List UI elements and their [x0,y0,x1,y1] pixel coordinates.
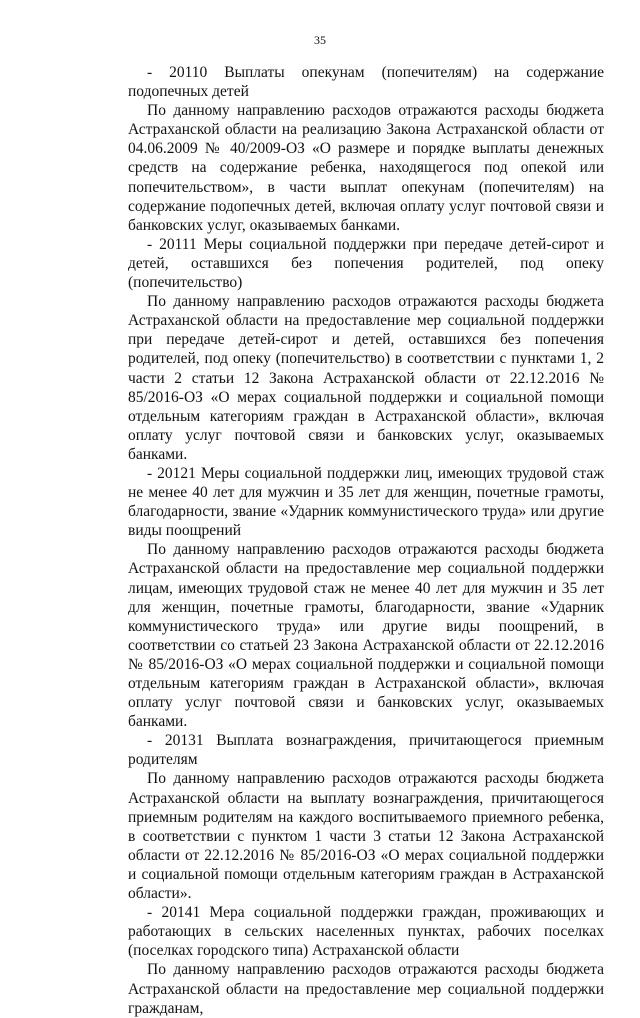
paragraph-description-20141: По данному направлению расходов отражаются расходы бюджета Астраханской области на предоставление мер социальной поддержки гражданам, [128,961,604,1017]
paragraph-description-20131: По данному направлению расходов отражаются расходы бюджета Астраханской области на выплату вознаграждения, причитающегося приемным родителям на каждого воспитываемого приемного ребенка, в соответствии с пунктом 1 части 3 статьи 12 Закона Астраханской области от 22.12.2016 № 85/2016-ОЗ «О мерах социальной поддержки и социальной помощи отдельным категориям граждан в Астраханской области». [128,770,604,903]
paragraph-code-20121: - 20121 Меры социальной поддержки лиц, имеющих трудовой стаж не менее 40 лет для мужчин и 35 лет для женщин, почетные грамоты, благодарности, звание «Ударник коммунистического труда» или другие виды поощрений [128,464,604,540]
paragraph-code-20111: - 20111 Меры социальной поддержки при передаче детей-сирот и детей, оставшихся без попечения родителей, под опеку (попечительство) [128,235,604,292]
paragraph-description-20111: По данному направлению расходов отражаются расходы бюджета Астраханской области на предоставление мер социальной поддержки при передаче детей-сирот и детей, оставшихся без попечения родителей, под опеку (попечительство) в соответствии с пунктами 1, 2 части 2 статьи 12 Закона Астраханской области от 22.12.2016 № 85/2016-ОЗ «О мерах социальной поддержки и социальной помощи отдельным категориям граждан в Астраханской области», включая оплату услуг почтовой связи и банковских услуг, оказываемых банками. [128,293,604,463]
document-body [128,63,604,1018]
paragraph-description-20110: По данному направлению расходов отражаются расходы бюджета Астраханской области на реализацию Закона Астраханской области от 04.06.2009 № 40/2009-ОЗ «О размере и порядке выплаты денежных средств на содержание ребенка, находящегося под опекой или попечительством», в части выплат опекунам (попечителям) на содержание подопечных детей, включая оплату услуг почтовой связи и банковских услуг, оказываемых банками. [128,102,604,234]
paragraph-code-20141: - 20141 Мера социальной поддержки граждан, проживающих и работающих в сельских населенных пунктах, рабочих поселках (поселках городского типа) Астраханской области [128,904,604,960]
page-number: 35 [314,33,326,47]
paragraph-code-20110: - 20110 Выплаты опекунам (попечителям) на содержание подопечных детей [128,64,604,101]
paragraph-code-20131: - 20131 Выплата вознаграждения, причитающегося приемным родителям [128,732,604,769]
paragraph-description-20121: По данному направлению расходов отражаются расходы бюджета Астраханской области на предоставление мер социальной поддержки лицам, имеющих трудовой стаж не менее 40 лет для мужчин и 35 лет для женщин, почетные грамоты, благодарности, звание «Ударник коммунистического труда» или другие виды поощрений, в соответствии со статьей 23 Закона Астраханской области от 22.12.2016 № 85/2016-ОЗ «О мерах социальной поддержки и социальной помощи отдельным категориям граждан в Астраханской области», включая оплату услуг почтовой связи и банковских услуг, оказываемых банками. [128,541,604,731]
